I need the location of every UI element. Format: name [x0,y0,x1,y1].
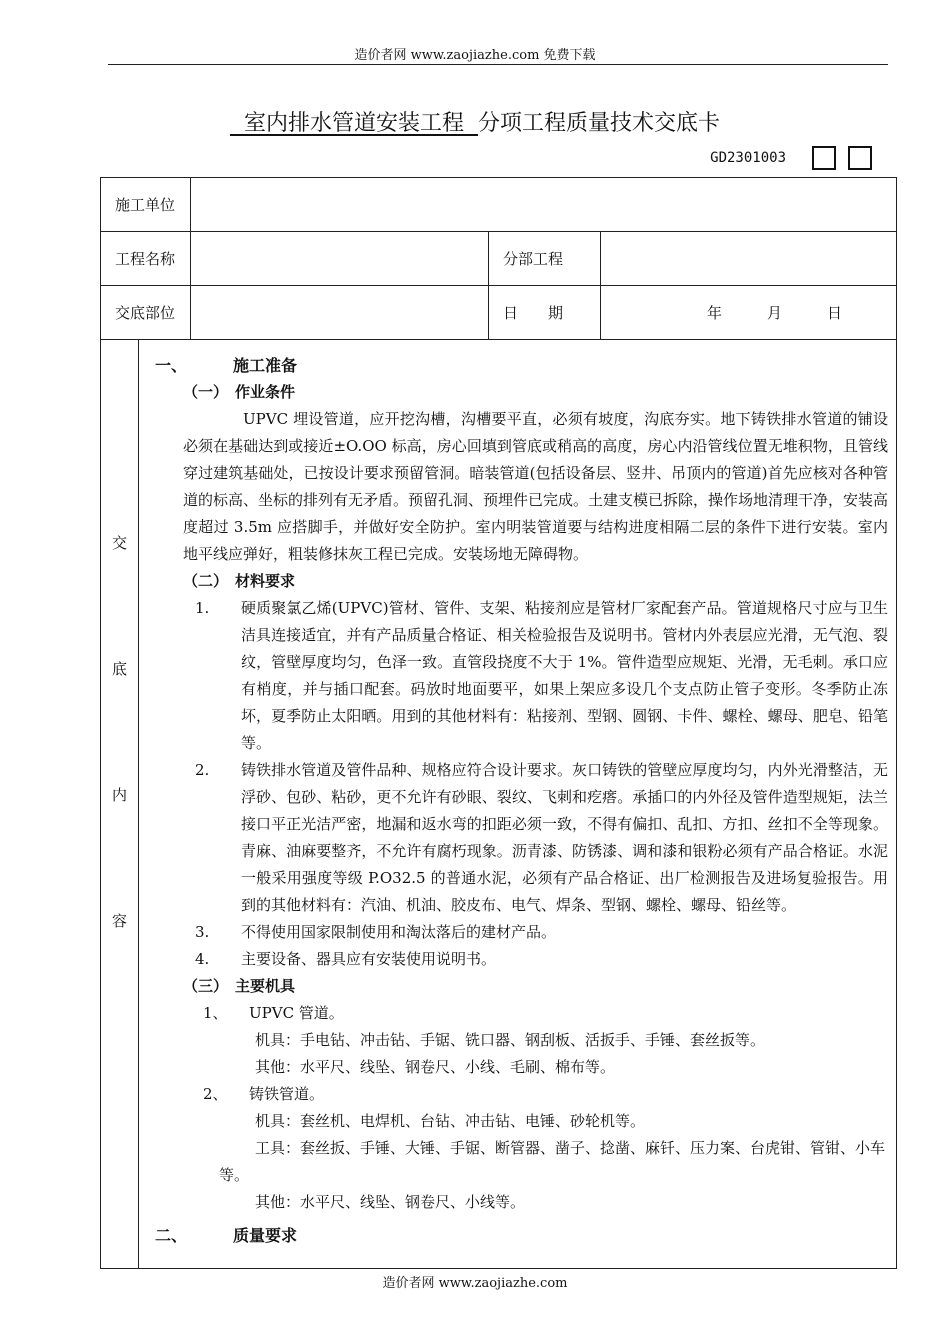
content-label-char: 交 [111,534,127,552]
content-label-char: 底 [111,660,127,678]
content-label [101,340,139,1269]
tools-group-title: 1、 UPVC 管道。 [203,1004,344,1022]
tools-line-wrap: 等。 [219,1166,250,1184]
row-project-name [101,232,897,286]
subsection-heading: （三） 主要机具 [183,977,296,995]
date-value[interactable]: 年 月 日 [601,286,897,340]
document-code: GD2301003 [710,150,786,166]
handover-card-table [100,177,897,1269]
code-row [710,146,872,170]
handover-part-label: 交底部位 [101,286,191,340]
tools-line: 机具：套丝机、电焊机、台钻、冲击钻、电锤、砂轮机等。 [255,1112,646,1130]
section-heading: 二、 质量要求 [155,1226,298,1245]
checkbox-1[interactable] [812,146,836,170]
page-footer: 造价者网 www.zaojiazhe.com [382,1276,568,1291]
subsection-heading: （一） 作业条件 [183,383,296,401]
section-heading: 一、 施工准备 [155,356,298,375]
content-label-char: 内 [111,786,127,804]
list-item: 2. 铸铁排水管道及管件品种、规格应符合设计要求。灰口铸铁的管壁应厚度均匀，内外光滑整洁，无浮砂、包砂、粘砂，更不允许有砂眼、裂纹、飞刺和疙瘩。承插口的内外径及管件造型规矩，法兰接口平正光洁严密，地漏和返水弯的扣距必须一致，不得有偏扣、乱扣、方扣、丝扣不全等现象。青麻、油麻要整齐，不允许有腐朽现象。沥青漆、防锈漆、调和漆和银粉必须有产品合格证。水泥一般采用强度等级 P.O32.5 的普通水泥，必须有产品合格证、出厂检测报告及进场复验报告。用到的其他材料有：汽油、机油、胶皮布、电气、焊条、型钢、螺栓、螺母、铅丝等。 [195,761,889,914]
content-body [139,340,897,1269]
checkbox-2[interactable] [848,146,872,170]
sub-project-label: 分部工程 [489,232,601,286]
row-content [101,340,897,1269]
paragraph: UPVC 埋设管道，应开挖沟槽，沟槽要平直，必须有坡度，沟底夯实。地下铸铁排水管道的铺设必须在基础达到或接近±O.OO 标高，房心回填到管底或稍高的高度，房心内沿管线位置无堆积物，且管线穿过建筑基础处，已按设计要求预留管洞。暗装管道(包括设备层、竖井、吊顶内的管道)首先应核对各种管道的标高、坐标的排列有无矛盾。预留孔洞、预埋件已完成。土建支模已拆除，操作场地清理干净，安装高度超过 3.5m 应搭脚手，并做好安全防护。室内明装管道要与结构进度相隔二层的条件下进行安装。室内地平线应弹好，粗装修抹灰工程已完成。安装场地无障碍物。 [183,410,889,563]
date-label: 日 期 [489,286,601,340]
construction-unit-label: 施工单位 [101,178,191,232]
list-item: 4. 主要设备、器具应有安装使用说明书。 [195,950,497,968]
tools-line: 机具：手电钻、冲击钻、手锯、铣口器、钢刮板、活扳手、手锤、套丝扳等。 [255,1031,766,1049]
tools-line: 工具：套丝扳、手锤、大锤、手锯、断管器、凿子、捻凿、麻钎、压力案、台虎钳、管钳、小车 [255,1139,886,1157]
tools-group-title: 2、 铸铁管道。 [203,1085,325,1103]
project-name-label: 工程名称 [101,232,191,286]
title-underlined: 室内排水管道安装工程 [230,111,478,136]
sub-project-value[interactable] [601,232,897,286]
list-item: 3. 不得使用国家限制使用和淘汰落后的建材产品。 [195,923,557,941]
list-item: 1. 硬质聚氯乙烯(UPVC)管材、管件、支架、粘接剂应是管材厂家配套产品。管道规格尺寸应与卫生洁具连接适宜，并有产品质量合格证、相关检验报告及说明书。管材内外表层应光滑，无气泡、裂纹，管壁厚度均匀，色泽一致。直管段挠度不大于 1%。管件造型应规矩、光滑，无毛刺。承口应有梢度，并与插口配套。码放时地面要平，如果上架应多设几个支点防止管子变形。冬季防止冻坏，夏季防止太阳晒。用到的其他材料有：粘接剂、型钢、圆钢、卡件、螺栓、螺母、肥皂、铅笔等。 [195,599,889,752]
tools-line: 其他：水平尺、线坠、钢卷尺、小线、毛刷、棉布等。 [255,1058,616,1076]
construction-unit-value[interactable] [191,178,897,232]
row-construction-unit [101,178,897,232]
title-suffix: 分项工程质量技术交底卡 [477,111,720,136]
handover-part-value[interactable] [191,286,489,340]
header-divider [108,64,888,65]
tools-line: 其他：水平尺、线坠、钢卷尺、小线等。 [255,1193,526,1211]
subsection-heading: （二） 材料要求 [183,572,296,590]
project-name-value[interactable] [191,232,489,286]
row-handover-part [101,286,897,340]
page-title [0,106,950,137]
page-header: 造价者网 www.zaojiazhe.com 免费下载 [354,48,596,63]
content-label-char: 容 [111,912,127,930]
